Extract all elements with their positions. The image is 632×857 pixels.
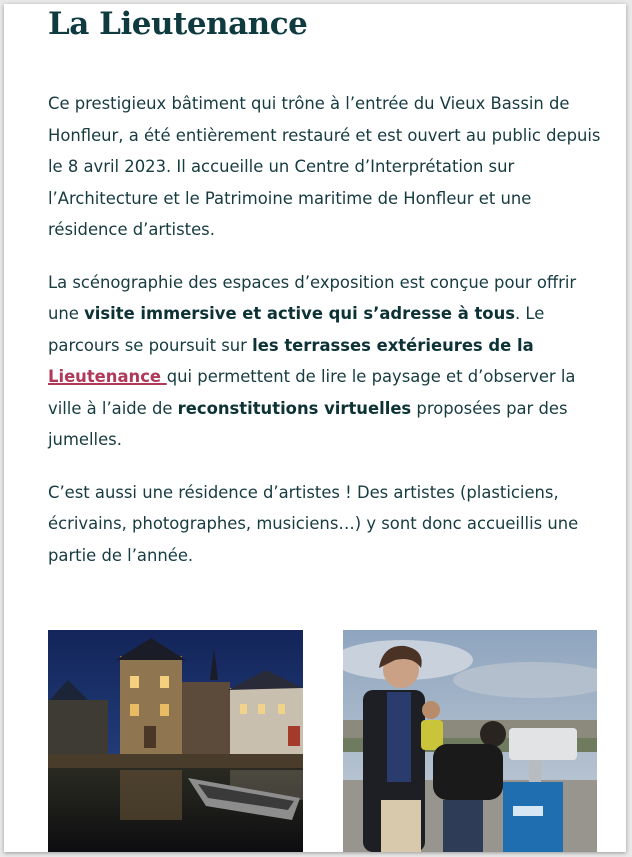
page-title: La Lieutenance: [48, 6, 308, 42]
terrace-image: [343, 630, 597, 852]
text-segment: qui permettent de lire le paysage et d’observer la ville à l’aide de: [48, 367, 576, 418]
bold-terrasses: les terrasses extérieures de la: [252, 335, 534, 355]
paragraph-scenography: [48, 267, 608, 456]
photo-terrace-binoculars: [343, 630, 597, 852]
bold-visite-immersive: visite immersive et active qui s’adresse à tous: [84, 304, 515, 323]
text-segment: . Le parcours se poursuit sur: [48, 304, 545, 355]
lieutenance-link[interactable]: Lieutenance: [48, 367, 167, 386]
paragraph-intro: Ce prestigieux bâtiment qui trône à l’entrée du Vieux Bassin de Honfleur, a été entièrement restauré et est ouvert au public depuis le 8 avril 2023. Il accueille un Centre d’Interprétation sur l’Architecture et le Patrimoine maritime de Honfleur et une résidence d’artistes.: [48, 94, 601, 239]
paragraph-residence: C’est aussi une résidence d’artistes ! Des artistes (plasticiens, écrivains, photographes, musiciens…) y sont donc accueillis une partie de l’année.: [48, 482, 579, 565]
photo-lieutenance-night: [48, 630, 303, 852]
night-harbor-image: [48, 630, 303, 852]
article-card: [4, 4, 626, 852]
text-segment: La scénographie des espaces d’exposition est conçue pour offrir une: [48, 272, 577, 323]
text-segment: proposées par des jumelles.: [48, 398, 568, 449]
article-body: [48, 88, 608, 592]
bold-reconstitutions: reconstitutions virtuelles: [177, 398, 412, 418]
